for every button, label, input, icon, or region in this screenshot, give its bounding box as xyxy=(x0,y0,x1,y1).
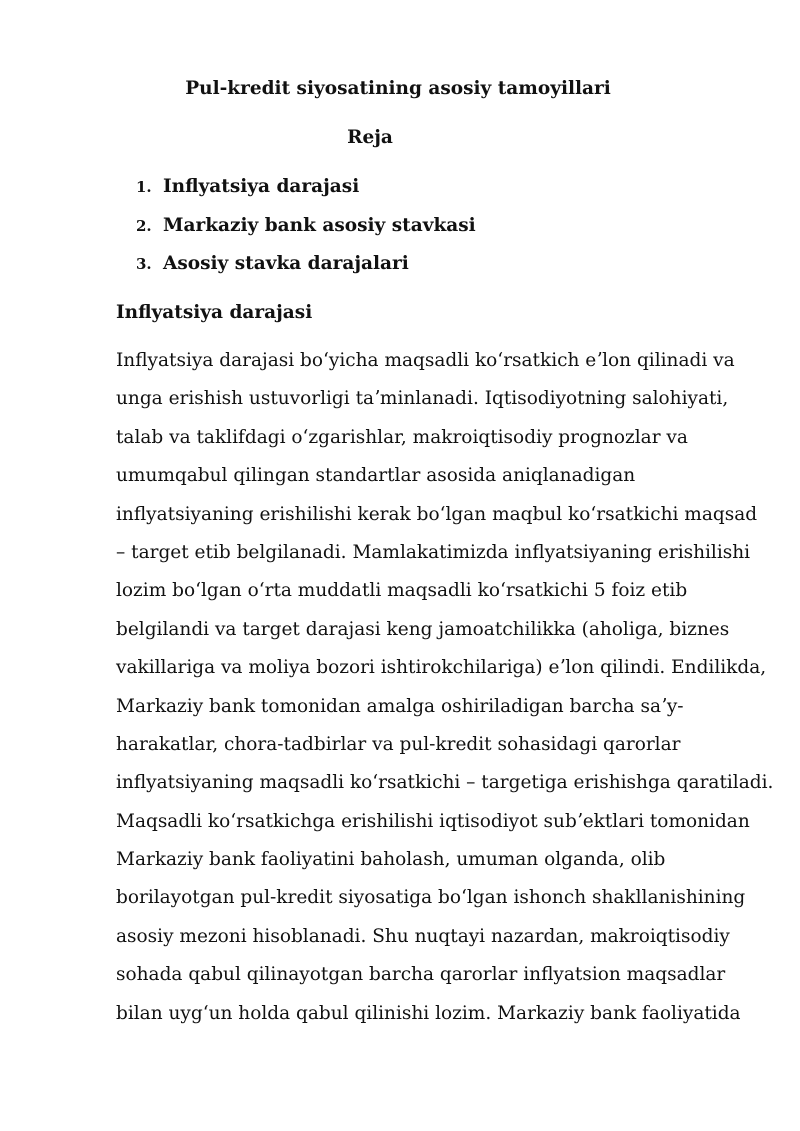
body-line: Markaziy bank faoliyatini baholash, umuman olganda, olib xyxy=(116,849,666,871)
body-line: Inflyatsiya darajasi boʻyicha maqsadli koʻrsatkich eʼlon qilinadi va xyxy=(116,350,735,371)
plan-item-label: Inflyatsiya darajasi xyxy=(163,176,360,197)
document-title: Pul-kredit siyosatining asosiy tamoyillari xyxy=(185,78,611,99)
body-line: borilayotgan pul-kredit siyosatiga boʻlgan ishonch shakllanishining xyxy=(116,887,746,909)
body-line: belgilandi va target darajasi keng jamoatchilikka (aholiga, biznes xyxy=(116,618,730,640)
plan-item-label: Markaziy bank asosiy stavkasi xyxy=(163,214,476,236)
plan-item xyxy=(136,211,476,250)
plan-item-label: Asosiy stavka darajalari xyxy=(163,253,409,274)
plan-item-number: 1. xyxy=(136,178,152,196)
body-line: inflyatsiyaning maqsadli koʻrsatkichi – targetiga erishishga qaratiladi. xyxy=(116,772,774,794)
body-line: unga erishish ustuvorligi taʼminlanadi. Iqtisodiyotning salohiyati, xyxy=(116,388,729,410)
section-heading: Inflyatsiya darajasi xyxy=(116,302,313,323)
body-line: – target etib belgilanadi. Mamlakatimizda inflyatsiyaning erishilishi xyxy=(116,541,751,563)
section-body xyxy=(116,346,774,1037)
plan-item-number: 2. xyxy=(136,216,152,235)
plan-item xyxy=(136,172,476,211)
plan-heading: Reja xyxy=(347,127,393,148)
body-line: sohada qabul qilinayotgan barcha qarorlar inflyatsion maqsadlar xyxy=(116,964,726,986)
body-line: Markaziy bank tomonidan amalga oshiriladigan barcha saʼy- xyxy=(116,695,684,717)
body-line: vakillariga va moliya bozori ishtirokchilariga) eʼlon qilindi. Endilikda, xyxy=(116,657,767,679)
plan-list xyxy=(136,172,476,288)
plan-item-number: 3. xyxy=(136,255,152,273)
body-line: asosiy mezoni hisoblanadi. Shu nuqtayi nazardan, makroiqtisodiy xyxy=(116,925,730,947)
body-line: talab va taklifdagi oʻzgarishlar, makroiqtisodiy prognozlar va xyxy=(116,426,688,448)
body-line: Maqsadli koʻrsatkichga erishilishi iqtisodiyot subʼektlari tomonidan xyxy=(116,810,750,832)
body-line: inflyatsiyaning erishilishi kerak boʻlgan maqbul koʻrsatkichi maqsad xyxy=(116,503,758,525)
body-line: lozim boʻlgan oʻrta muddatli maqsadli koʻrsatkichi 5 foiz etib xyxy=(116,580,688,602)
plan-item xyxy=(136,249,476,288)
body-line: harakatlar, chora-tadbirlar va pul-kredit sohasidagi qarorlar xyxy=(116,733,681,755)
body-line: bilan uygʻun holda qabul qilinishi lozim. Markaziy bank faoliyatida xyxy=(116,1002,741,1024)
body-line: umumqabul qilingan standartlar asosida aniqlanadigan xyxy=(116,465,636,487)
